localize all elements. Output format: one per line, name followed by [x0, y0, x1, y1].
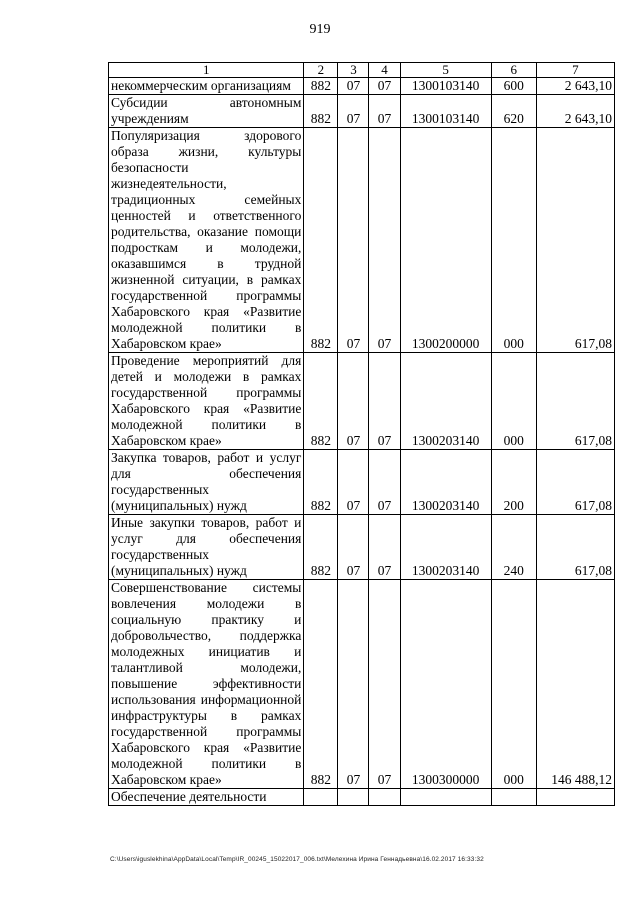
section-code-cell: 07 [338, 95, 369, 128]
subsection-code-cell: 07 [369, 450, 400, 515]
table-row [109, 580, 615, 789]
amount-cell: 146 488,12 [536, 580, 614, 789]
file-path-footer: C:\Users\iguslekhina\AppData\Local\Temp\IR_00245_15022017_006.txt\Мелехина Ирина Геннадьевна\16.02.2017 16:33:32 [110, 856, 484, 863]
amount-cell: 617,08 [536, 128, 614, 353]
expense-type-cell: 600 [491, 78, 536, 95]
column-header: 4 [369, 63, 400, 78]
subsection-code-cell: 07 [369, 580, 400, 789]
section-code-cell: 07 [338, 128, 369, 353]
admin-code-cell: 882 [304, 95, 338, 128]
subsection-code-cell [369, 789, 400, 806]
row-name-cell: Обеспечение деятельности [109, 789, 304, 806]
table-row [109, 95, 615, 128]
column-header: 5 [400, 63, 491, 78]
amount-cell [536, 789, 614, 806]
column-header: 6 [491, 63, 536, 78]
budget-table [108, 62, 615, 806]
table-header-row [109, 63, 615, 78]
section-code-cell: 07 [338, 353, 369, 450]
section-code-cell [338, 789, 369, 806]
target-code-cell [400, 789, 491, 806]
admin-code-cell: 882 [304, 353, 338, 450]
row-name-cell: Популяризация здорового образа жизни, культуры безопасности жизнедеятельности, традиционных семейных ценностей и ответственного родительства, оказание помощи подросткам и молодежи, оказавшимся в трудной жизненной ситуации, в рамках государственной программы Хабаровского края «Развитие молодежной политики в Хабаровском крае» [109, 128, 304, 353]
row-name-cell: Субсидии автономным учреждениям [109, 95, 304, 128]
admin-code-cell: 882 [304, 580, 338, 789]
expense-type-cell: 000 [491, 353, 536, 450]
column-header: 7 [536, 63, 614, 78]
subsection-code-cell: 07 [369, 78, 400, 95]
admin-code-cell: 882 [304, 78, 338, 95]
row-name-cell: Совершенствование системы вовлечения молодежи в социальную практику и добровольчество, поддержка молодежных инициатив и талантливой молодежи, повышение эффективности использования информационной инфраструктуры в рамках государственной программы Хабаровского края «Развитие молодежной политики в Хабаровском крае» [109, 580, 304, 789]
table-row [109, 789, 615, 806]
page-number: 919 [309, 22, 331, 37]
amount-cell: 617,08 [536, 515, 614, 580]
row-name-cell: Проведение мероприятий для детей и молодежи в рамках государственной программы Хабаровского края «Развитие молодежной политики в Хабаровском крае» [109, 353, 304, 450]
section-code-cell: 07 [338, 78, 369, 95]
target-code-cell: 1300203140 [400, 353, 491, 450]
target-code-cell: 1300200000 [400, 128, 491, 353]
amount-cell: 617,08 [536, 450, 614, 515]
expense-type-cell: 240 [491, 515, 536, 580]
section-code-cell: 07 [338, 515, 369, 580]
admin-code-cell: 882 [304, 515, 338, 580]
target-code-cell: 1300103140 [400, 95, 491, 128]
admin-code-cell [304, 789, 338, 806]
expense-type-cell [491, 789, 536, 806]
row-name-cell: Закупка товаров, работ и услуг для обеспечения государственных (муниципальных) нужд [109, 450, 304, 515]
table-row [109, 128, 615, 353]
row-name-cell: Иные закупки товаров, работ и услуг для обеспечения государственных (муниципальных) нужд [109, 515, 304, 580]
target-code-cell: 1300300000 [400, 580, 491, 789]
admin-code-cell: 882 [304, 450, 338, 515]
subsection-code-cell: 07 [369, 515, 400, 580]
target-code-cell: 1300103140 [400, 78, 491, 95]
amount-cell: 2 643,10 [536, 78, 614, 95]
section-code-cell: 07 [338, 580, 369, 789]
admin-code-cell: 882 [304, 128, 338, 353]
target-code-cell: 1300203140 [400, 515, 491, 580]
table-row [109, 78, 615, 95]
column-header: 2 [304, 63, 338, 78]
column-header: 1 [109, 63, 304, 78]
amount-cell: 617,08 [536, 353, 614, 450]
expense-type-cell: 000 [491, 580, 536, 789]
expense-type-cell: 620 [491, 95, 536, 128]
subsection-code-cell: 07 [369, 128, 400, 353]
subsection-code-cell: 07 [369, 353, 400, 450]
expense-type-cell: 000 [491, 128, 536, 353]
section-code-cell: 07 [338, 450, 369, 515]
row-name-cell: некоммерческим организациям [109, 78, 304, 95]
subsection-code-cell: 07 [369, 95, 400, 128]
table-row [109, 450, 615, 515]
table-row [109, 353, 615, 450]
amount-cell: 2 643,10 [536, 95, 614, 128]
table-row [109, 515, 615, 580]
column-header: 3 [338, 63, 369, 78]
expense-type-cell: 200 [491, 450, 536, 515]
target-code-cell: 1300203140 [400, 450, 491, 515]
